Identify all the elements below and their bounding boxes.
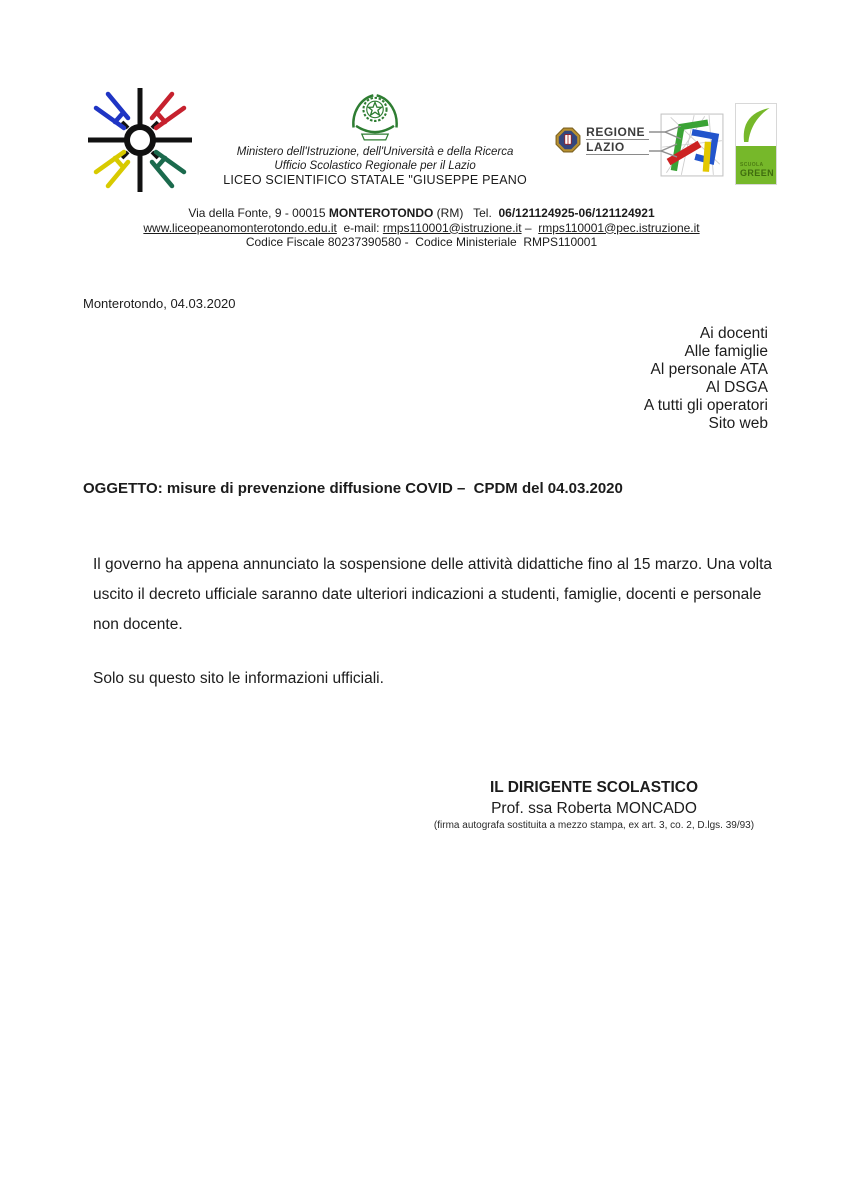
address-line xyxy=(0,206,843,221)
italy-emblem-icon xyxy=(342,87,408,145)
scuola-green-text-2: GREEN xyxy=(740,168,775,178)
web-email-line xyxy=(0,221,843,236)
scuola-green-text-area xyxy=(736,146,776,184)
partner-logos xyxy=(555,85,777,185)
email-separator: – xyxy=(521,220,539,235)
date-place-line: Monterotondo, 04.03.2020 xyxy=(83,295,236,311)
recipients-block xyxy=(0,325,768,433)
letterhead-center xyxy=(195,87,555,188)
email-link-1[interactable]: rmps110001@istruzione.it xyxy=(382,220,522,235)
letterhead xyxy=(0,0,849,195)
recipient-line: Sito web xyxy=(708,414,768,432)
signature-note: (firma autografa sostituita a mezzo stampa, ex art. 3, co. 2, D.lgs. 39/93) xyxy=(433,819,755,831)
website-link[interactable]: www.liceopeanomonterotondo.edu.it xyxy=(143,220,337,235)
ministry-line-2: Ufficio Scolastico Regionale per il Lazio xyxy=(274,160,476,172)
fiscal-codes-line: Codice Fiscale 80237390580 - Codice Ministeriale RMPS110001 xyxy=(245,235,598,249)
chevron-ribbon-icon xyxy=(649,126,685,158)
recipient-line: Al DSGA xyxy=(705,378,768,396)
body-paragraph-1: Il governo ha appena annunciato la sospensione delle attività didattiche fino al 15 marzo. Una volta uscito il decreto ufficiale saranno date ulteriori indicazioni a studenti, famiglie, docenti e personale non docente. xyxy=(93,555,773,633)
scuola-green-logo xyxy=(735,103,777,185)
recipient-line: Al personale ATA xyxy=(650,360,768,378)
recipient-line: A tutti gli operatori xyxy=(643,396,768,414)
school-name: LICEO SCIENTIFICO STATALE "GIUSEPPE PEANO xyxy=(223,173,527,187)
scuola-green-text-1: SCUOLA xyxy=(740,162,764,168)
signature-name: Prof. ssa Roberta MONCADO xyxy=(491,799,697,817)
school-starburst-logo xyxy=(85,85,195,195)
body-paragraph-2: Solo su questo sito le informazioni ufficiali. xyxy=(93,669,384,687)
regione-lazio-crest-icon xyxy=(555,127,581,153)
leaf-icon xyxy=(739,106,773,144)
scuola-green-leaf-area xyxy=(736,104,776,146)
school-contact-block xyxy=(0,206,849,250)
province-tel-text: (RM) Tel. xyxy=(433,206,499,220)
email-label: e-mail: xyxy=(336,220,383,235)
regione-lazio-logo xyxy=(555,125,649,155)
signature-block xyxy=(394,778,794,833)
signature-role: IL DIRIGENTE SCOLASTICO xyxy=(489,778,699,796)
ministry-line-1: Ministero dell'Istruzione, dell'Università e della Ricerca xyxy=(236,146,514,158)
street-text: Via della Fonte, 9 - 00015 xyxy=(188,206,329,220)
phone-numbers: 06/121124925-06/121124921 xyxy=(498,206,655,220)
city-text: MONTEROTONDO xyxy=(328,206,434,220)
regione-lazio-text-1: REGIONE xyxy=(586,125,649,140)
regione-lazio-text-2: LAZIO xyxy=(586,140,649,155)
recipient-line: Ai docenti xyxy=(699,324,768,342)
recipient-line: Alle famiglie xyxy=(684,342,768,360)
email-link-2[interactable]: rmps110001@pec.istruzione.it xyxy=(538,220,700,235)
subject-line: OGGETTO: misure di prevenzione diffusione COVID – CPDM del 04.03.2020 xyxy=(83,479,623,497)
